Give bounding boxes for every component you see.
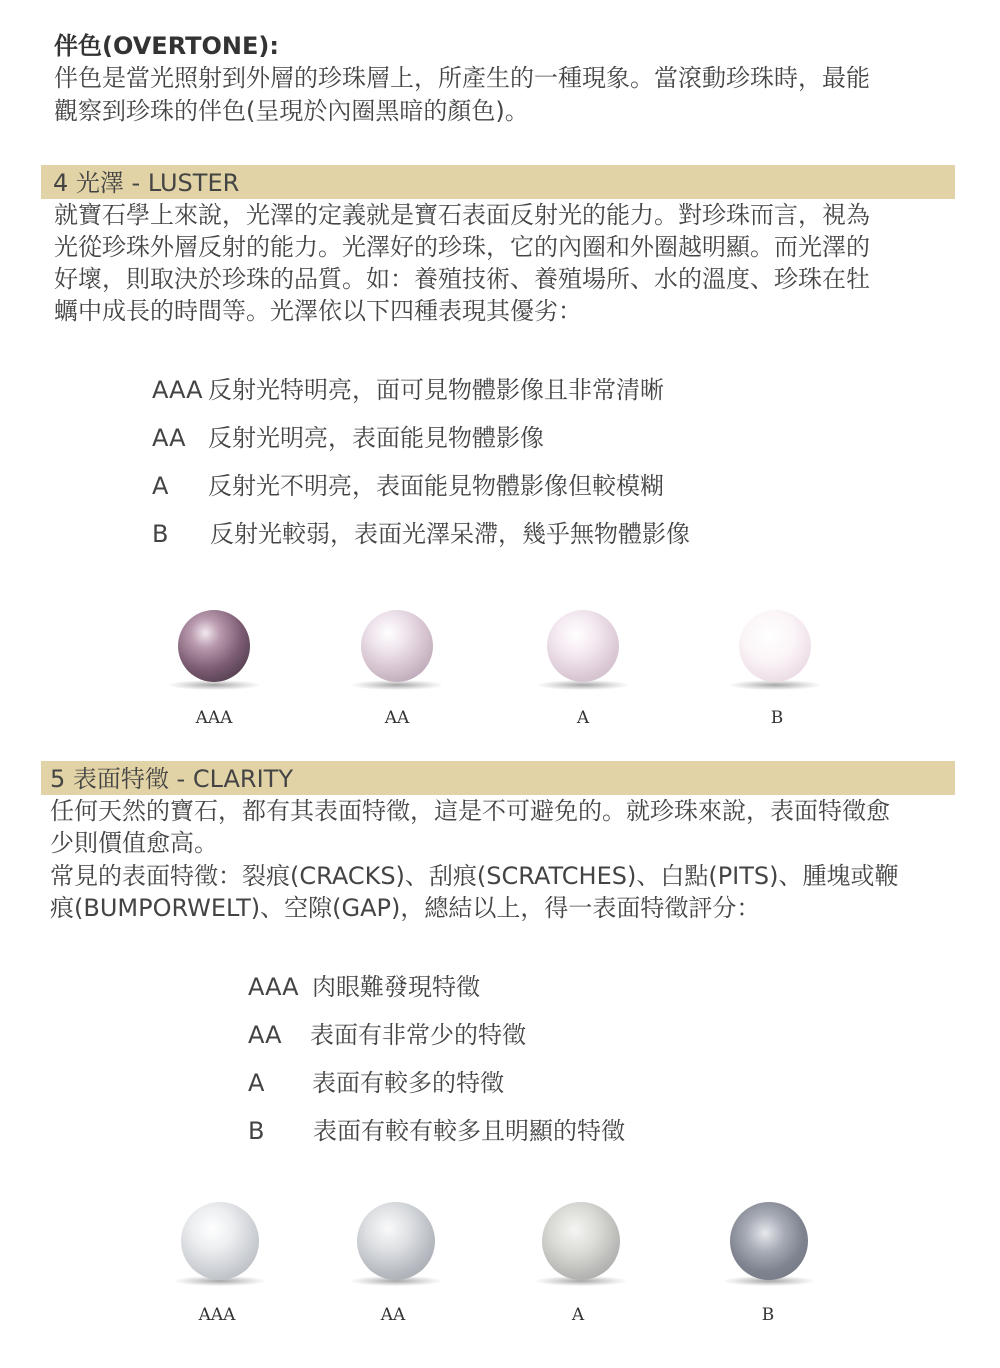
- clarity-line-3: 常見的表面特徵：裂痕(CRACKS)、刮痕(SCRATCHES)、白點(PITS)、腫塊或鞭: [50, 862, 899, 890]
- pearl-label-luster-b: B: [770, 708, 784, 728]
- pearl-image-clarity-aa: [341, 1202, 451, 1322]
- grade-label: AA: [152, 424, 186, 452]
- clarity-line-2: 少則價值愈高。: [50, 829, 218, 857]
- luster-line-2: 光從珍珠外層反射的能力。光澤好的珍珠，它的內圈和外圈越明顯。而光澤的: [54, 233, 870, 261]
- luster-header-band: [41, 165, 955, 199]
- grade-description: 反射光明亮，表面能見物體影像: [208, 424, 544, 452]
- grade-label: AA: [248, 1021, 282, 1049]
- pearl-icon: [730, 1202, 808, 1280]
- pearl-icon: [357, 1202, 435, 1280]
- clarity-grade-row: [248, 1020, 526, 1050]
- luster-grade-row: [152, 375, 664, 405]
- pearl-label-clarity-a: A: [571, 1305, 585, 1325]
- grade-label: B: [248, 1117, 265, 1145]
- clarity-header-band: [41, 761, 955, 795]
- overtone-line-2: 觀察到珍珠的伴色(呈現於內圈黑暗的顏色)。: [54, 97, 529, 125]
- grade-label: AAA: [152, 376, 203, 404]
- grade-description: 表面有較有較多且明顯的特徵: [313, 1117, 625, 1145]
- grade-description: 表面有非常少的特徵: [310, 1021, 526, 1049]
- pearl-label-clarity-aaa: AAA: [198, 1305, 236, 1325]
- pearl-icon: [361, 610, 433, 682]
- clarity-header: 5 表面特徵 - CLARITY: [50, 765, 293, 793]
- pearl-label-luster-aa: AA: [384, 708, 410, 728]
- luster-line-1: 就寶石學上來說，光澤的定義就是寶石表面反射光的能力。對珍珠而言，視為: [54, 201, 870, 229]
- pearl-icon: [181, 1202, 259, 1280]
- pearl-icon: [542, 1202, 620, 1280]
- luster-line-3: 好壞，則取決於珍珠的品質。如：養殖技術、養殖場所、水的溫度、珍珠在牡: [54, 265, 870, 293]
- pearl-image-clarity-b: [714, 1202, 824, 1322]
- grade-description: 反射光不明亮，表面能見物體影像但較模糊: [208, 472, 664, 500]
- grade-label: A: [152, 472, 169, 500]
- overtone-title: 伴色(OVERTONE):: [54, 32, 279, 60]
- grade-label: B: [152, 520, 169, 548]
- pearl-label-clarity-b: B: [761, 1305, 775, 1325]
- grade-description: 反射光特明亮，面可見物體影像且非常清晰: [208, 376, 664, 404]
- grade-label: A: [248, 1069, 265, 1097]
- clarity-line-4: 痕(BUMPORWELT)、空隙(GAP)，總結以上，得一表面特徵評分：: [50, 894, 761, 922]
- pearl-label-luster-a: A: [576, 708, 590, 728]
- clarity-grade-row: [248, 1068, 504, 1098]
- clarity-line-1: 任何天然的寶石，都有其表面特徵，這是不可避免的。就珍珠來說，表面特徵愈: [50, 797, 890, 825]
- clarity-grade-row: [248, 1116, 625, 1146]
- pearl-image-clarity-a: [526, 1202, 636, 1322]
- clarity-grade-row: [248, 972, 480, 1002]
- luster-grade-row: [152, 471, 664, 501]
- luster-grade-row: [152, 423, 544, 453]
- pearl-image-clarity-aaa: [165, 1202, 275, 1322]
- grade-label: AAA: [248, 973, 299, 1001]
- pearl-icon: [739, 610, 811, 682]
- pearl-label-clarity-aa: AA: [380, 1305, 406, 1325]
- luster-header: 4 光澤 - LUSTER: [53, 169, 240, 197]
- grade-description: 反射光較弱，表面光澤呆滯，幾乎無物體影像: [210, 520, 690, 548]
- pearl-icon: [547, 610, 619, 682]
- luster-grade-row: [152, 519, 690, 549]
- luster-line-4: 蠣中成長的時間等。光澤依以下四種表現其優劣：: [54, 297, 582, 325]
- pearl-icon: [178, 610, 250, 682]
- pearl-label-luster-aaa: AAA: [195, 708, 233, 728]
- grade-description: 表面有較多的特徵: [312, 1069, 504, 1097]
- overtone-line-1: 伴色是當光照射到外層的珍珠層上，所產生的一種現象。當滾動珍珠時，最能: [54, 64, 870, 92]
- grade-description: 肉眼難發現特徵: [312, 973, 480, 1001]
